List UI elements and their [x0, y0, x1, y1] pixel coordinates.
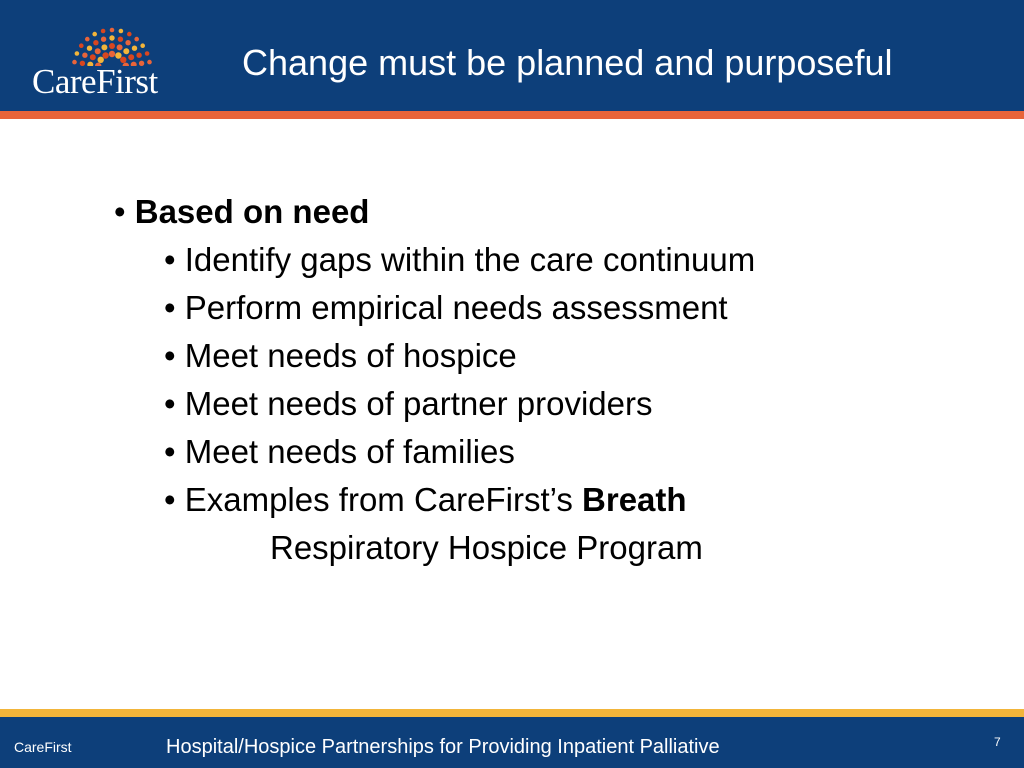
bullet-marker: •: [114, 193, 126, 230]
footer-brand: CareFirst: [14, 739, 72, 755]
page-number: 7: [994, 735, 1001, 749]
footer-title: Hospital/Hospice Partnerships for Providing Inpatient Palliative: [166, 736, 720, 758]
logo-dot: [101, 37, 106, 42]
bullet-item: • Meet needs of families: [164, 433, 515, 470]
logo-dot: [95, 48, 101, 54]
logo-dot: [132, 46, 137, 51]
logo-dot: [125, 40, 130, 45]
logo-dot: [115, 52, 121, 58]
logo-dot: [79, 43, 84, 48]
logo-dot: [102, 52, 108, 58]
logo-dot: [101, 44, 107, 50]
logo-dot: [82, 53, 87, 58]
logo-dot: [145, 51, 150, 56]
example-prefix: • Examples from CareFirst’s: [164, 481, 573, 518]
logo-dot: [85, 37, 90, 42]
bullet-item: • Meet needs of hospice: [164, 337, 517, 374]
logo-dot: [90, 54, 96, 60]
slide-footer: [0, 717, 1024, 768]
logo-dot: [109, 43, 115, 49]
logo-dot: [123, 48, 129, 54]
bullet-item-example: [114, 476, 974, 524]
footer-accent-stripe: [0, 709, 1024, 717]
logo-dot: [128, 54, 134, 60]
logo-dot: [118, 37, 123, 42]
bullet-level-1: [114, 188, 974, 236]
logo-dot: [134, 37, 139, 42]
example-continuation: Respiratory Hospice Program: [270, 529, 703, 566]
logo-dot: [127, 32, 132, 37]
sunburst-logo-icon: [70, 22, 160, 66]
example-bold: Breath: [582, 481, 687, 518]
logo-dot: [109, 35, 114, 40]
slide-header: [0, 0, 1024, 111]
logo-dot: [75, 51, 80, 56]
logo-dot: [87, 46, 92, 51]
carefirst-logo: [30, 22, 180, 102]
logo-dot: [93, 40, 98, 45]
logo-dot: [140, 43, 145, 48]
logo-dot: [136, 53, 141, 58]
logo-dot: [101, 29, 106, 34]
logo-dot: [109, 51, 115, 57]
slide-title: Change must be planned and purposeful: [242, 42, 893, 83]
bullet-item: • Perform empirical needs assessment: [164, 289, 728, 326]
bullet-item: • Identify gaps within the care continuum: [164, 241, 756, 278]
bullet-item: • Meet needs of partner providers: [164, 385, 653, 422]
logo-dot: [117, 44, 123, 50]
logo-dot: [119, 29, 124, 34]
logo-dot: [110, 28, 115, 33]
logo-dot: [92, 32, 97, 37]
bullet-heading: Based on need: [134, 193, 370, 230]
header-accent-stripe: [0, 111, 1024, 119]
logo-wordmark: CareFirst: [32, 62, 158, 101]
slide-body: [114, 188, 974, 572]
